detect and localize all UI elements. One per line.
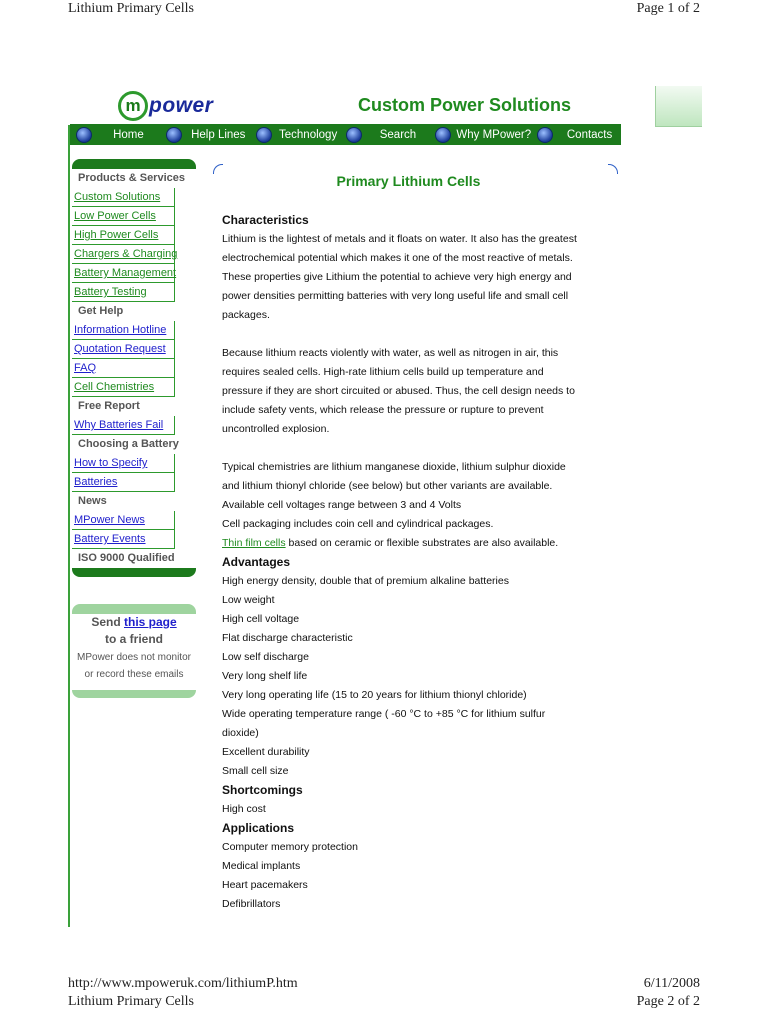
char-line: These properties give Lithium the potential to achieve very high energy and xyxy=(222,271,572,283)
advantage-item: Flat discharge characteristic xyxy=(222,632,353,644)
mpower-logo[interactable] xyxy=(118,88,213,124)
send-note xyxy=(72,649,196,683)
send-this-page-link[interactable]: this page xyxy=(124,615,177,629)
char-line: packages. xyxy=(222,309,270,321)
send-box-bottom-cap xyxy=(72,690,196,698)
page-title: Primary Lithium Cells xyxy=(336,173,481,189)
advantage-item: Wide operating temperature range ( -60 °C to +85 °C for lithium sulfur xyxy=(222,708,546,720)
print-footer-row xyxy=(68,976,700,994)
application-item: Medical implants xyxy=(222,860,301,872)
nav-label: Home xyxy=(113,128,144,141)
nav-label: Why MPower? xyxy=(456,128,532,141)
sidebar-item-chargers[interactable]: Chargers & Charging xyxy=(72,245,175,264)
char-line: Available cell voltages range between 3 and 4 Volts xyxy=(222,499,462,511)
sidebar-item-mpower-news[interactable]: MPower News xyxy=(72,511,175,530)
sidebar-heading-report: Free Report xyxy=(78,400,140,412)
send-label: Send xyxy=(91,615,121,629)
corner-decoration xyxy=(655,86,702,127)
advantage-item: Small cell size xyxy=(222,765,289,777)
advantage-item: Low self discharge xyxy=(222,651,309,663)
application-item: Defibrillators xyxy=(222,898,281,910)
print-footer-title: Lithium Primary Cells xyxy=(68,994,194,1009)
application-item: Computer memory protection xyxy=(222,841,358,853)
thin-film-text: based on ceramic or flexible substrates are also available. xyxy=(285,537,559,549)
nav-why-mpower[interactable] xyxy=(429,124,531,145)
char-line: requires sealed cells. High-rate lithium cells build up temperature and xyxy=(222,366,544,378)
application-item: Heart pacemakers xyxy=(222,879,308,891)
advantage-item: High energy density, double that of premium alkaline batteries xyxy=(222,575,509,587)
nav-label: Search xyxy=(379,128,417,141)
print-header-title: Lithium Primary Cells xyxy=(68,1,194,16)
sidebar-item-how-to-specify[interactable]: How to Specify xyxy=(72,454,175,473)
sidebar-item-faq[interactable]: FAQ xyxy=(72,359,175,378)
advantage-item: Low weight xyxy=(222,594,275,606)
print-header-page: Page 1 of 2 xyxy=(636,1,700,16)
sidebar-heading-help: Get Help xyxy=(78,305,124,317)
sidebar-heading-choosing: Choosing a Battery xyxy=(78,438,179,450)
shortcomings-heading: Shortcomings xyxy=(222,783,303,797)
characteristics-heading: Characteristics xyxy=(222,213,309,227)
sidebar-item-battery-testing[interactable]: Battery Testing xyxy=(72,283,175,302)
sidebar-item-high-power-cells[interactable]: High Power Cells xyxy=(72,226,175,245)
sidebar-item-low-power-cells[interactable]: Low Power Cells xyxy=(72,207,175,226)
advantages-heading: Advantages xyxy=(222,555,291,569)
nav-label: Technology xyxy=(279,128,338,141)
globe-icon xyxy=(76,127,92,143)
left-border-line xyxy=(68,125,70,927)
globe-icon xyxy=(256,127,272,143)
char-line: Lithium is the lightest of metals and it floats on water. It also has the greatest xyxy=(222,233,577,245)
sidebar-bottom-cap xyxy=(72,568,196,577)
advantage-item: dioxide) xyxy=(222,727,259,739)
sidebar-item-why-batteries-fail[interactable]: Why Batteries Fail xyxy=(72,416,175,435)
send-box-top-cap xyxy=(72,604,196,614)
advantage-item: Very long operating life (15 to 20 years for lithium thionyl chloride) xyxy=(222,689,527,701)
char-line: include safety vents, which release the pressure or rupture to prevent xyxy=(222,404,544,416)
site-title: Custom Power Solutions xyxy=(358,95,572,115)
char-line: electrochemical potential which makes it one of the most reactive of metals. xyxy=(222,252,573,264)
advantage-item: Very long shelf life xyxy=(222,670,308,682)
globe-icon xyxy=(346,127,362,143)
char-line: pressure if they are short circuited or abused. Thus, the cell design needs to xyxy=(222,385,575,397)
sidebar-item-cell-chemistries[interactable]: Cell Chemistries xyxy=(72,378,175,397)
send-line xyxy=(72,615,196,629)
globe-icon xyxy=(435,127,451,143)
main-content xyxy=(222,170,617,914)
sidebar-heading-news: News xyxy=(78,495,107,507)
sidebar-item-information-hotline[interactable]: Information Hotline xyxy=(72,321,175,340)
nav-contacts[interactable] xyxy=(531,124,621,145)
top-nav xyxy=(70,124,621,145)
thin-film-line xyxy=(222,534,617,553)
sidebar-item-quotation-request[interactable]: Quotation Request xyxy=(72,340,175,359)
sidebar-item-batteries[interactable]: Batteries xyxy=(72,473,175,492)
nav-search[interactable] xyxy=(340,124,430,145)
sidebar-top-cap xyxy=(72,159,196,169)
char-line: Typical chemistries are lithium manganese dioxide, lithium sulphur dioxide xyxy=(222,461,566,473)
logo-word: power xyxy=(149,94,214,117)
char-line: Cell packaging includes coin cell and cylindrical packages. xyxy=(222,518,494,530)
char-line: and lithium thionyl chloride (see below) but other variants are available. xyxy=(222,480,553,492)
sidebar-item-battery-events[interactable]: Battery Events xyxy=(72,530,175,549)
nav-help-lines[interactable] xyxy=(160,124,250,145)
char-line: power densities permitting batteries with very long useful life and small cell xyxy=(222,290,569,302)
send-to-friend-box xyxy=(72,604,196,698)
print-footer-url: http://www.mpoweruk.com/lithiumP.htm xyxy=(68,976,298,991)
globe-icon xyxy=(166,127,182,143)
sidebar-item-custom-solutions[interactable]: Custom Solutions xyxy=(72,188,175,207)
send-note-line: or record these emails xyxy=(84,669,184,680)
nav-technology[interactable] xyxy=(250,124,340,145)
applications-heading: Applications xyxy=(222,821,295,835)
print-footer-row xyxy=(68,994,700,1012)
print-footer-page: Page 2 of 2 xyxy=(636,994,700,1009)
send-to-friend-label: to a friend xyxy=(104,632,163,646)
char-line: uncontrolled explosion. xyxy=(222,423,330,435)
logo-m-icon: m xyxy=(118,91,148,121)
nav-home[interactable] xyxy=(70,124,160,145)
sidebar-item-battery-management[interactable]: Battery Management xyxy=(72,264,175,283)
advantage-item: Excellent durability xyxy=(222,746,310,758)
sidebar xyxy=(72,159,196,577)
char-line: Because lithium reacts violently with water, as well as nitrogen in air, this xyxy=(222,347,559,359)
shortcoming-item: High cost xyxy=(222,803,266,815)
send-note-line: MPower does not monitor xyxy=(77,652,191,663)
advantage-item: High cell voltage xyxy=(222,613,300,625)
thin-film-link[interactable]: Thin film cells xyxy=(222,537,286,549)
sidebar-heading-products: Products & Services xyxy=(78,172,185,184)
sidebar-heading-iso: ISO 9000 Qualified xyxy=(78,552,175,564)
nav-label: Help Lines xyxy=(191,128,246,141)
nav-label: Contacts xyxy=(566,128,613,141)
print-footer-date: 6/11/2008 xyxy=(643,976,700,991)
globe-icon xyxy=(537,127,553,143)
